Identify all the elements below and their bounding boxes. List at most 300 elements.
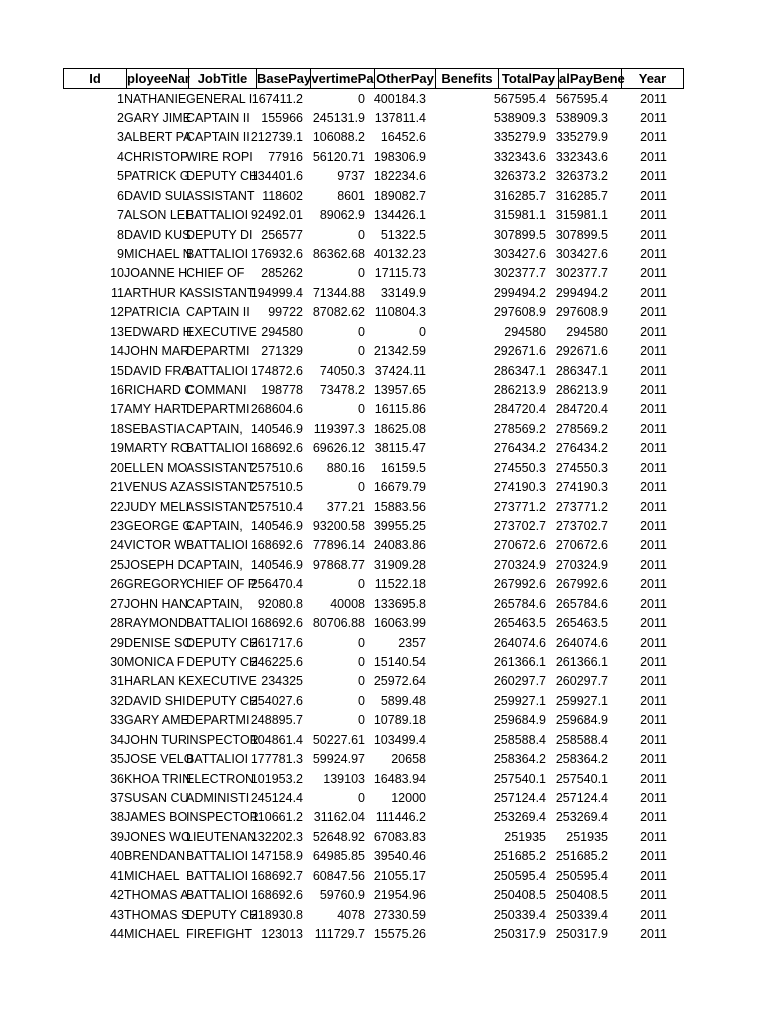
cell-year: 2011	[640, 888, 667, 903]
cell-employee-name: DAVID KUS	[124, 227, 191, 242]
cell-id: 33	[110, 713, 124, 728]
cell-job-title: BATTALIOI	[186, 363, 249, 378]
cell-base-pay: 99722	[268, 305, 303, 320]
cell-job-title: ASSISTANT	[186, 285, 255, 300]
cell-benefits	[426, 731, 488, 750]
cell-benefits	[426, 672, 488, 691]
cell-overtime-pay: 87082.62	[312, 305, 365, 320]
cell-benefits	[426, 167, 488, 186]
cell-other-pay: 67083.83	[373, 829, 426, 844]
cell-year: 2011	[640, 460, 667, 475]
cell-overtime-pay: 74050.3	[319, 363, 365, 378]
cell-total-pay-benefits: 274190.3	[555, 480, 608, 495]
cell-job-title: CHIEF OF P	[186, 577, 257, 592]
cell-id: 43	[110, 907, 124, 922]
cell-base-pay: 194999.4	[250, 285, 303, 300]
cell-year: 2011	[640, 926, 667, 941]
cell-job-title: DEPUTY CH	[186, 169, 259, 184]
cell-base-pay: 118602	[262, 188, 303, 203]
cell-other-pay: 39540.46	[373, 849, 426, 864]
cell-job-title: CHIEF OF	[186, 266, 245, 281]
column-header-year: Year	[621, 68, 684, 89]
cell-id: 26	[110, 577, 124, 592]
cell-other-pay: 13957.65	[373, 382, 426, 397]
cell-total-pay: 278569.2	[493, 421, 546, 436]
cell-other-pay: 111446.2	[375, 810, 426, 825]
column-header-employee-name: ployeeNar	[126, 68, 189, 89]
table-row	[0, 653, 768, 672]
cell-other-pay: 27330.59	[373, 907, 426, 922]
cell-total-pay: 307899.5	[493, 227, 546, 242]
cell-overtime-pay: 880.16	[326, 460, 365, 475]
table-row	[0, 342, 768, 361]
table-row	[0, 711, 768, 730]
cell-total-pay: 302377.7	[493, 266, 546, 281]
cell-total-pay-benefits: 286213.9	[555, 382, 608, 397]
cell-benefits	[426, 711, 488, 730]
cell-total-pay-benefits: 258364.2	[555, 752, 608, 767]
cell-total-pay-benefits: 326373.2	[555, 169, 608, 184]
cell-employee-name: ALBERT PA	[124, 130, 192, 145]
cell-total-pay: 250408.5	[493, 888, 546, 903]
cell-total-pay: 250339.4	[493, 907, 546, 922]
cell-other-pay: 400184.3	[373, 91, 426, 106]
cell-total-pay: 261366.1	[493, 654, 546, 669]
cell-job-title: CAPTAIN,	[186, 596, 243, 611]
cell-total-pay: 260297.7	[493, 674, 546, 689]
cell-employee-name: SUSAN CU	[124, 790, 189, 805]
cell-benefits	[426, 867, 488, 886]
cell-base-pay: 101953.2	[250, 771, 303, 786]
cell-employee-name: RICHARD C	[124, 382, 194, 397]
cell-total-pay: 257124.4	[493, 790, 546, 805]
table-row	[0, 750, 768, 769]
cell-overtime-pay: 139103	[323, 771, 365, 786]
table-row	[0, 206, 768, 225]
cell-employee-name: MICHAEL N	[124, 246, 192, 261]
cell-id: 35	[110, 752, 124, 767]
cell-base-pay: 174872.6	[250, 363, 303, 378]
cell-other-pay: 15140.54	[373, 654, 426, 669]
cell-total-pay-benefits: 250408.5	[555, 888, 608, 903]
cell-total-pay-benefits: 267992.6	[555, 577, 608, 592]
cell-year: 2011	[640, 402, 667, 417]
cell-id: 14	[110, 344, 124, 359]
cell-base-pay: 134401.6	[250, 169, 303, 184]
cell-other-pay: 31909.28	[373, 557, 426, 572]
cell-id: 27	[110, 596, 124, 611]
header-row	[63, 68, 668, 89]
cell-benefits	[426, 439, 488, 458]
cell-job-title: DEPUTY CH	[186, 907, 259, 922]
cell-employee-name: KHOA TRIN	[124, 771, 192, 786]
cell-job-title: BATTALIOI	[186, 868, 249, 883]
cell-benefits	[426, 575, 488, 594]
table-row	[0, 536, 768, 555]
cell-id: 29	[110, 635, 124, 650]
cell-benefits	[426, 692, 488, 711]
cell-overtime-pay: 0	[358, 790, 365, 805]
cell-total-pay-benefits: 303427.6	[555, 246, 608, 261]
cell-job-title: DEPUTY CH	[186, 635, 259, 650]
cell-id: 7	[117, 208, 124, 223]
cell-job-title: BATTALIOI	[186, 752, 249, 767]
cell-total-pay: 259927.1	[493, 693, 546, 708]
cell-other-pay: 20658	[391, 752, 426, 767]
cell-job-title: CAPTAIN,	[186, 421, 243, 436]
cell-employee-name: JONES WO	[124, 829, 191, 844]
cell-other-pay: 16063.99	[373, 616, 426, 631]
cell-other-pay: 137811.4	[374, 110, 426, 125]
cell-id: 8	[117, 227, 124, 242]
cell-id: 19	[110, 441, 124, 456]
cell-year: 2011	[640, 110, 667, 125]
column-header-benefits: Benefits	[435, 68, 499, 89]
cell-total-pay-benefits: 284720.4	[555, 402, 608, 417]
cell-other-pay: 37424.11	[374, 363, 426, 378]
cell-other-pay: 189082.7	[373, 188, 426, 203]
table-row	[0, 614, 768, 633]
cell-id: 9	[117, 246, 124, 261]
cell-benefits	[426, 517, 488, 536]
cell-id: 11	[111, 285, 124, 300]
cell-employee-name: CHRISTOP	[124, 149, 189, 164]
cell-overtime-pay: 8601	[337, 188, 365, 203]
cell-job-title: BATTALIOI	[186, 849, 249, 864]
cell-base-pay: 234325	[261, 674, 303, 689]
table-row	[0, 400, 768, 419]
cell-job-title: DEPARTMI	[186, 713, 250, 728]
cell-overtime-pay: 80706.88	[312, 616, 365, 631]
cell-other-pay: 103499.4	[373, 732, 426, 747]
cell-employee-name: GREGORY	[124, 577, 188, 592]
cell-base-pay: 285262	[261, 266, 303, 281]
cell-id: 37	[110, 790, 124, 805]
cell-employee-name: DAVID SUL	[124, 188, 190, 203]
cell-benefits	[426, 886, 488, 905]
cell-other-pay: 12000	[391, 790, 426, 805]
cell-id: 15	[110, 363, 124, 378]
table-row	[0, 362, 768, 381]
cell-overtime-pay: 0	[358, 227, 365, 242]
cell-total-pay-benefits: 316285.7	[555, 188, 608, 203]
cell-total-pay: 250595.4	[493, 868, 546, 883]
cell-id: 21	[110, 480, 124, 495]
cell-other-pay: 17115.73	[374, 266, 426, 281]
cell-year: 2011	[640, 130, 667, 145]
cell-other-pay: 134426.1	[373, 208, 426, 223]
table-row	[0, 284, 768, 303]
cell-total-pay-benefits: 264074.6	[555, 635, 608, 650]
cell-total-pay: 286213.9	[493, 382, 546, 397]
cell-year: 2011	[640, 849, 667, 864]
cell-total-pay-benefits: 332343.6	[555, 149, 608, 164]
cell-benefits	[426, 303, 488, 322]
cell-benefits	[426, 828, 488, 847]
cell-year: 2011	[640, 596, 667, 611]
cell-total-pay: 259684.9	[493, 713, 546, 728]
cell-benefits	[426, 653, 488, 672]
cell-year: 2011	[640, 538, 667, 553]
cell-id: 5	[117, 169, 124, 184]
cell-total-pay: 567595.4	[493, 91, 546, 106]
cell-total-pay-benefits: 257540.1	[555, 771, 608, 786]
cell-overtime-pay: 9737	[337, 169, 365, 184]
cell-overtime-pay: 106088.2	[312, 130, 365, 145]
cell-id: 28	[110, 616, 124, 631]
table-row	[0, 148, 768, 167]
cell-year: 2011	[640, 344, 667, 359]
cell-overtime-pay: 0	[358, 674, 365, 689]
cell-other-pay: 182234.6	[373, 169, 426, 184]
cell-job-title: WIRE ROPI	[186, 149, 253, 164]
cell-year: 2011	[640, 285, 667, 300]
cell-id: 12	[110, 305, 124, 320]
cell-other-pay: 25972.64	[373, 674, 426, 689]
cell-employee-name: DAVID SHI	[124, 693, 186, 708]
cell-other-pay: 51322.5	[380, 227, 426, 242]
cell-base-pay: 271329	[261, 344, 303, 359]
table-row	[0, 420, 768, 439]
cell-other-pay: 15575.26	[373, 926, 426, 941]
cell-employee-name: JOSEPH D	[124, 557, 187, 572]
cell-id: 23	[110, 518, 124, 533]
cell-benefits	[426, 556, 488, 575]
cell-job-title: BATTALIOI	[186, 246, 249, 261]
cell-total-pay: 258588.4	[493, 732, 546, 747]
cell-benefits	[426, 342, 488, 361]
cell-base-pay: 198778	[261, 382, 303, 397]
cell-overtime-pay: 86362.68	[312, 246, 365, 261]
cell-base-pay: 77916	[268, 149, 303, 164]
cell-total-pay-benefits: 307899.5	[555, 227, 608, 242]
table-row	[0, 90, 768, 109]
cell-job-title: BATTALIOI	[186, 888, 249, 903]
cell-other-pay: 16483.94	[373, 771, 426, 786]
cell-benefits	[426, 400, 488, 419]
cell-benefits	[426, 595, 488, 614]
cell-other-pay: 16452.6	[380, 130, 426, 145]
cell-base-pay: 123013	[261, 926, 303, 941]
table-row	[0, 245, 768, 264]
table-row	[0, 595, 768, 614]
cell-total-pay-benefits: 251685.2	[555, 849, 608, 864]
table-row	[0, 925, 768, 944]
cell-total-pay: 251935	[504, 829, 546, 844]
cell-id: 44	[110, 926, 124, 941]
cell-job-title: FIREFIGHT	[186, 926, 252, 941]
cell-year: 2011	[640, 577, 667, 592]
cell-employee-name: JOANNE H	[124, 266, 188, 281]
cell-other-pay: 24083.86	[373, 538, 426, 553]
cell-year: 2011	[640, 732, 667, 747]
cell-year: 2011	[640, 790, 667, 805]
cell-id: 3	[117, 130, 124, 145]
cell-year: 2011	[640, 693, 667, 708]
cell-employee-name: JUDY MELI	[124, 499, 190, 514]
cell-employee-name: ALSON LEE	[124, 208, 194, 223]
cell-year: 2011	[640, 557, 667, 572]
cell-year: 2011	[640, 499, 667, 514]
cell-id: 4	[117, 149, 124, 164]
cell-total-pay: 326373.2	[493, 169, 546, 184]
cell-overtime-pay: 0	[358, 266, 365, 281]
cell-benefits	[426, 420, 488, 439]
cell-overtime-pay: 119397.3	[313, 421, 365, 436]
cell-total-pay: 294580	[504, 324, 546, 339]
cell-base-pay: 177781.3	[250, 752, 303, 767]
cell-id: 2	[117, 110, 124, 125]
table-row	[0, 439, 768, 458]
cell-benefits	[426, 536, 488, 555]
cell-year: 2011	[640, 421, 667, 436]
cell-base-pay: 140546.9	[250, 421, 303, 436]
cell-id: 20	[110, 460, 124, 475]
cell-overtime-pay: 64985.85	[312, 849, 365, 864]
cell-base-pay: 168692.6	[250, 888, 303, 903]
cell-year: 2011	[640, 654, 667, 669]
cell-overtime-pay: 0	[358, 713, 365, 728]
cell-total-pay: 332343.6	[493, 149, 546, 164]
cell-total-pay-benefits: 259684.9	[555, 713, 608, 728]
cell-employee-name: MICHAEL	[124, 926, 180, 941]
cell-base-pay: 168692.6	[250, 441, 303, 456]
cell-total-pay: 250317.9	[493, 926, 546, 941]
cell-job-title: CAPTAIN II	[186, 305, 250, 320]
cell-job-title: DEPUTY CH	[186, 693, 259, 708]
cell-job-title: CAPTAIN,	[186, 557, 243, 572]
cell-employee-name: MONICA F	[124, 654, 185, 669]
cell-year: 2011	[640, 480, 667, 495]
cell-total-pay: 274550.3	[493, 460, 546, 475]
cell-other-pay: 18625.08	[373, 421, 426, 436]
cell-benefits	[426, 925, 488, 944]
table-row	[0, 634, 768, 653]
cell-other-pay: 38115.47	[374, 441, 426, 456]
cell-other-pay: 10789.18	[373, 713, 426, 728]
cell-job-title: ELECTRON	[186, 771, 255, 786]
table-row	[0, 167, 768, 186]
cell-job-title: DEPUTY CH	[186, 654, 259, 669]
cell-employee-name: JOHN MAR	[124, 344, 190, 359]
cell-benefits	[426, 498, 488, 517]
cell-id: 34	[110, 732, 124, 747]
cell-employee-name: AMY HART	[124, 402, 189, 417]
cell-benefits	[426, 323, 488, 342]
cell-id: 10	[110, 266, 124, 281]
cell-year: 2011	[640, 616, 667, 631]
cell-other-pay: 21954.96	[373, 888, 426, 903]
cell-total-pay: 286347.1	[493, 363, 546, 378]
cell-other-pay: 40132.23	[373, 246, 426, 261]
table-row	[0, 381, 768, 400]
cell-employee-name: DAVID FRA	[124, 363, 190, 378]
cell-base-pay: 92492.01	[250, 208, 303, 223]
cell-base-pay: 261717.6	[250, 635, 303, 650]
cell-year: 2011	[640, 363, 667, 378]
cell-id: 24	[110, 538, 124, 553]
table-row	[0, 692, 768, 711]
cell-year: 2011	[640, 441, 667, 456]
cell-overtime-pay: 69626.12	[312, 441, 365, 456]
cell-total-pay-benefits: 270324.9	[555, 557, 608, 572]
cell-base-pay: 254027.6	[250, 693, 303, 708]
cell-id: 16	[110, 382, 124, 397]
cell-base-pay: 140546.9	[250, 518, 303, 533]
cell-total-pay-benefits: 250317.9	[555, 926, 608, 941]
table-row	[0, 264, 768, 283]
cell-benefits	[426, 770, 488, 789]
cell-base-pay: 218930.8	[250, 907, 303, 922]
cell-other-pay: 198306.9	[373, 149, 426, 164]
cell-job-title: BATTALIOI	[186, 538, 249, 553]
column-header-base-pay: BasePay	[256, 68, 311, 89]
cell-overtime-pay: 60847.56	[312, 868, 365, 883]
cell-base-pay: 110661.2	[251, 810, 303, 825]
cell-other-pay: 16159.5	[380, 460, 426, 475]
cell-total-pay: 297608.9	[493, 305, 546, 320]
table-row	[0, 459, 768, 478]
cell-benefits	[426, 245, 488, 264]
column-header-overtime-pay: vertimePa	[310, 68, 375, 89]
cell-overtime-pay: 93200.58	[312, 518, 365, 533]
table-row	[0, 498, 768, 517]
cell-benefits	[426, 750, 488, 769]
cell-total-pay-benefits: 292671.6	[555, 344, 608, 359]
cell-overtime-pay: 89062.9	[319, 208, 365, 223]
table-row	[0, 906, 768, 925]
cell-benefits	[426, 264, 488, 283]
cell-job-title: GENERAL I	[186, 91, 253, 106]
cell-base-pay: 167411.2	[251, 91, 303, 106]
cell-total-pay: 270672.6	[493, 538, 546, 553]
cell-total-pay: 267992.6	[493, 577, 546, 592]
cell-base-pay: 147158.9	[250, 849, 303, 864]
cell-employee-name: JOHN TUR	[124, 732, 187, 747]
cell-benefits	[426, 362, 488, 381]
cell-other-pay: 110804.3	[374, 305, 426, 320]
cell-total-pay: 257540.1	[493, 771, 546, 786]
cell-total-pay: 303427.6	[493, 246, 546, 261]
table-row	[0, 828, 768, 847]
cell-year: 2011	[640, 246, 667, 261]
cell-total-pay: 274190.3	[493, 480, 546, 495]
cell-job-title: CAPTAIN II	[186, 130, 250, 145]
cell-total-pay-benefits: 335279.9	[555, 130, 608, 145]
cell-job-title: CAPTAIN II	[186, 110, 250, 125]
cell-overtime-pay: 111729.7	[314, 926, 365, 941]
cell-base-pay: 248895.7	[250, 713, 303, 728]
cell-employee-name: THOMAS A	[124, 888, 189, 903]
column-header-job-title: JobTitle	[188, 68, 257, 89]
cell-other-pay: 11522.18	[374, 577, 426, 592]
cell-employee-name: ELLEN MO	[124, 460, 188, 475]
cell-id: 13	[110, 324, 124, 339]
cell-id: 1	[117, 91, 124, 106]
cell-job-title: BATTALIOI	[186, 208, 249, 223]
cell-total-pay-benefits: 261366.1	[555, 654, 608, 669]
cell-base-pay: 104861.4	[250, 732, 303, 747]
cell-overtime-pay: 31162.04	[313, 810, 365, 825]
cell-year: 2011	[640, 266, 667, 281]
cell-base-pay: 257510.5	[250, 480, 303, 495]
cell-year: 2011	[640, 635, 667, 650]
cell-employee-name: MARTY RO	[124, 441, 190, 456]
table-row	[0, 303, 768, 322]
cell-year: 2011	[640, 771, 667, 786]
cell-year: 2011	[640, 227, 667, 242]
cell-employee-name: BRENDAN	[124, 849, 186, 864]
